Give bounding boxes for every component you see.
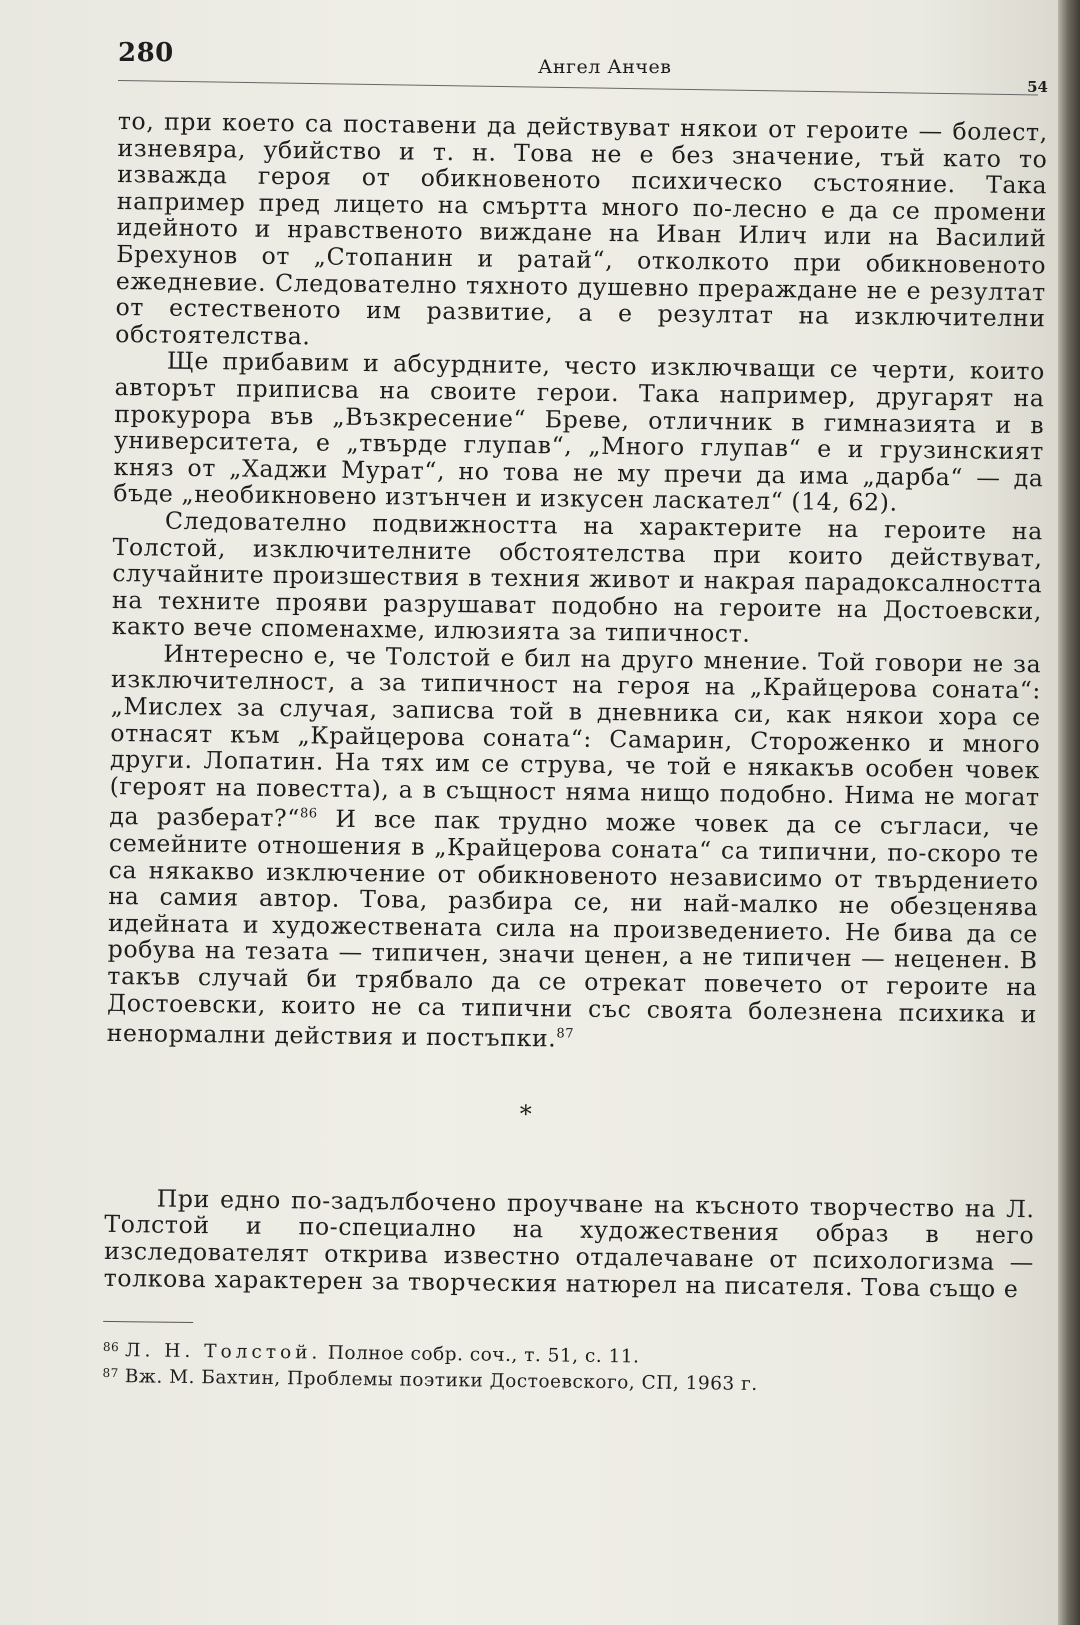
footnote-rule [103, 1321, 193, 1323]
footnote-marker: 86 [102, 1340, 120, 1355]
footnotes [102, 1336, 1033, 1399]
section-separator [105, 1095, 1036, 1196]
paragraph-5: При едно по-задълбочено проучване на късното творчество на Л. Толстой и по-специално на художествения образ в него изследователят открива известно отдалечаване от психологизма — толкова характерен за творческия натюрел на писателя. Това също е [103, 1184, 1035, 1303]
footnote-text: Проблемы поэтики Достоевского, СП, 1963 г. [286, 1368, 758, 1396]
paragraph-3: Следователно подвижността на характерите на героите на Толстой, изключителните обстоятелства при които действуват, случайните произшествия в техния живот и накрая парадоксалността на техните прояви разрушават подобно на героите на Достоевски, както вече споменахме, илюзията за типичност. [111, 506, 1044, 649]
footnote-author: Вж. М. Бахтин, [124, 1366, 281, 1390]
paragraph-2: Ще прибавим и абсурдните, често изключващи се черти, които авторът приписва на своите герои. Така например, другарят на прокурора във „Възкресение“ Бреве, отличник в гимназията и в университета, е „твърде глупав“, „Много глупав“ е и грузинският княз от „Хаджи Мурат“, но това не му пречи да има „дарба“ — да бъде „необикновено изтънчен и изкусен ласкател“ (14, 62). [113, 346, 1046, 517]
footnote-ref-86: 86 [299, 806, 318, 822]
edge-mark: 54 [1027, 78, 1048, 96]
footnote-ref-87: 87 [556, 1026, 575, 1042]
footnote-marker: 87 [102, 1366, 119, 1381]
header-rule [118, 80, 1038, 95]
paragraph-1: то, при което са поставени да действуват някои от героите — болест, изневяра, убийство и т. н. Това не е без значение, тъй като то изважда героя от обикновеното психическо състояние. Така например пред лицето на смъртта много по-лесно е да се промени идейното и нравственото виждане на Иван Илич или на Василий Брехунов от „Стопанин и ратай“, отколкото при обикновеното ежедневие. Следователно тяхното душевно прераждане не е резултат от естественото им развитие, а е резултат на изключителни обстоятелства. [115, 107, 1048, 351]
footnote-author: Л. Н. Толстой. [124, 1340, 322, 1364]
page-body [102, 108, 1048, 1399]
page-number: 280 [118, 38, 174, 68]
book-binding-edge [1058, 0, 1080, 1625]
paragraph-4-part-1: Интересно е, че Толстой е бил на друго мнение. Той говори не за изключителност, а за типичност на героя на „Крайцерова соната“: „Мислех за случая, записва той в дневника си, как някои хора се отнасят към „Крайцерова соната“: Самарин, Стороженко и много други. Лопатин. На тях им се струва, че той е някакъв особен човек (героят на повестта), а в същност няма нищо подобно. Нима не могат да разберат?“ [109, 639, 1042, 833]
page-header [118, 30, 1048, 100]
paragraph-4 [107, 640, 1042, 1058]
running-head: Ангел Анчев [538, 56, 672, 78]
paragraph-4-part-2: И все пак трудно може човек да се съгласи, че семейните отношения в „Крайцерова соната“ са типични, по-скоро те са някакво изключение от обикновеното независимо от твърдението на самия автор. Това, разбира се, ни най-малко не обезценява идейната и художествената сила на произведението. Не бива да се робува на тезата — типичен, значи ценен, а не типичен — неценен. В такъв случай би трябвало да се отрекат повечето от героите на Достоевски, които не са типични със своята болезнена психика и ненормални действия и постъпки. [106, 804, 1040, 1053]
footnote-text: Полное собр. соч., т. 51, с. 11. [327, 1342, 640, 1368]
separator-asterisk: * [519, 1099, 532, 1128]
